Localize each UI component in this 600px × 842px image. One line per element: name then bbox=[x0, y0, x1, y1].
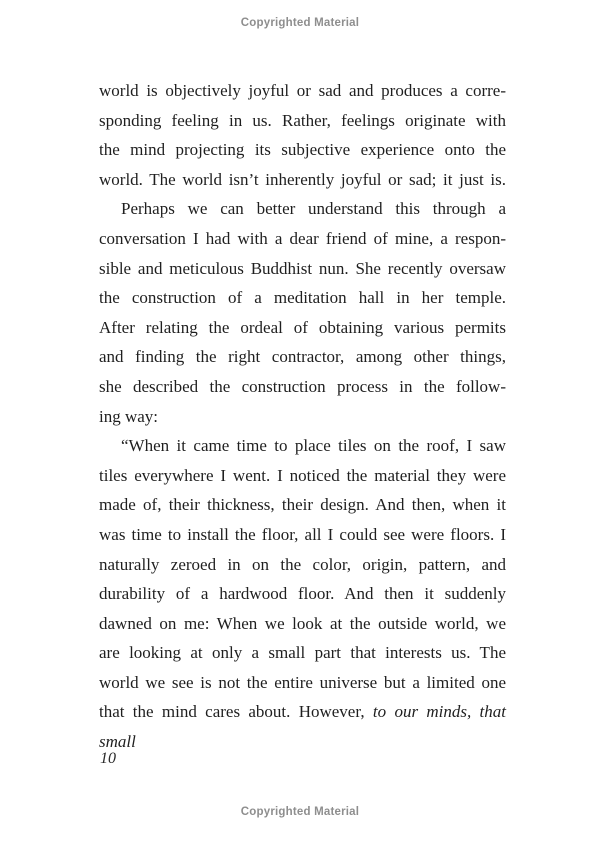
text-line bbox=[99, 520, 506, 550]
text-segment: dawned on me: When we look at the outside world, we bbox=[99, 613, 506, 633]
text-line bbox=[99, 579, 506, 609]
text-line bbox=[99, 550, 506, 580]
text-segment: durability of a hardwood floor. And then it suddenly bbox=[99, 584, 506, 604]
text-segment: made of, their thickness, their design. And then, when it bbox=[99, 495, 506, 515]
text-line bbox=[99, 254, 506, 284]
text-segment: the mind projecting its subjective experience onto the bbox=[99, 140, 506, 160]
text-line bbox=[99, 638, 506, 668]
text-segment: “When it came time to place tiles on the roof, I saw bbox=[121, 436, 506, 456]
text-line bbox=[99, 194, 506, 224]
text-line bbox=[99, 342, 506, 372]
text-segment-italic: to our minds, that small bbox=[99, 702, 506, 752]
text-line bbox=[99, 313, 506, 343]
text-segment: world is objectively joyful or sad and produces a corre- bbox=[99, 81, 506, 100]
page-number: 10 bbox=[100, 750, 116, 767]
text-line bbox=[99, 106, 506, 136]
text-segment: that the mind cares about. However, bbox=[99, 702, 373, 722]
text-line bbox=[99, 697, 506, 752]
text-segment: tiles everywhere I went. I noticed the material they were bbox=[99, 465, 506, 485]
text-segment: world. The world isn’t inherently joyful or sad; it just is. bbox=[99, 169, 506, 189]
text-segment: the construction of a meditation hall in her temple. bbox=[99, 288, 506, 308]
text-line bbox=[99, 668, 506, 698]
text-line bbox=[99, 165, 506, 195]
text-line bbox=[99, 372, 506, 402]
text-line bbox=[99, 283, 506, 313]
text-segment: sponding feeling in us. Rather, feelings originate with bbox=[99, 110, 506, 130]
text-segment: naturally zeroed in on the color, origin, pattern, and bbox=[99, 554, 506, 574]
text-line bbox=[99, 609, 506, 639]
text-segment: conversation I had with a dear friend of mine, a respon- bbox=[99, 228, 506, 248]
text-segment: ing way: bbox=[99, 406, 159, 426]
text-segment: Perhaps we can better understand this through a bbox=[121, 199, 506, 219]
text-segment: After relating the ordeal of obtaining various permits bbox=[99, 317, 506, 337]
text-segment: was time to install the floor, all I could see were floors. I bbox=[99, 524, 506, 544]
text-segment: sible and meticulous Buddhist nun. She recently oversaw bbox=[99, 258, 506, 278]
text-segment: world we see is not the entire universe but a limited one bbox=[99, 672, 506, 692]
top-copyright-banner: Copyrighted Material bbox=[240, 17, 360, 29]
text-line bbox=[99, 402, 506, 432]
text-line bbox=[99, 431, 506, 461]
bottom-copyright-banner: Copyrighted Material bbox=[240, 806, 360, 818]
text-line bbox=[99, 490, 506, 520]
text-segment: she described the construction process in the follow- bbox=[99, 376, 506, 396]
text-segment: and finding the right contractor, among other things, bbox=[99, 347, 506, 367]
text-line bbox=[99, 135, 506, 165]
text-line bbox=[99, 461, 506, 491]
text-line bbox=[99, 76, 506, 106]
text-segment: are looking at only a small part that interests us. The bbox=[99, 643, 506, 663]
text-line bbox=[99, 224, 506, 254]
body-text bbox=[99, 76, 506, 752]
